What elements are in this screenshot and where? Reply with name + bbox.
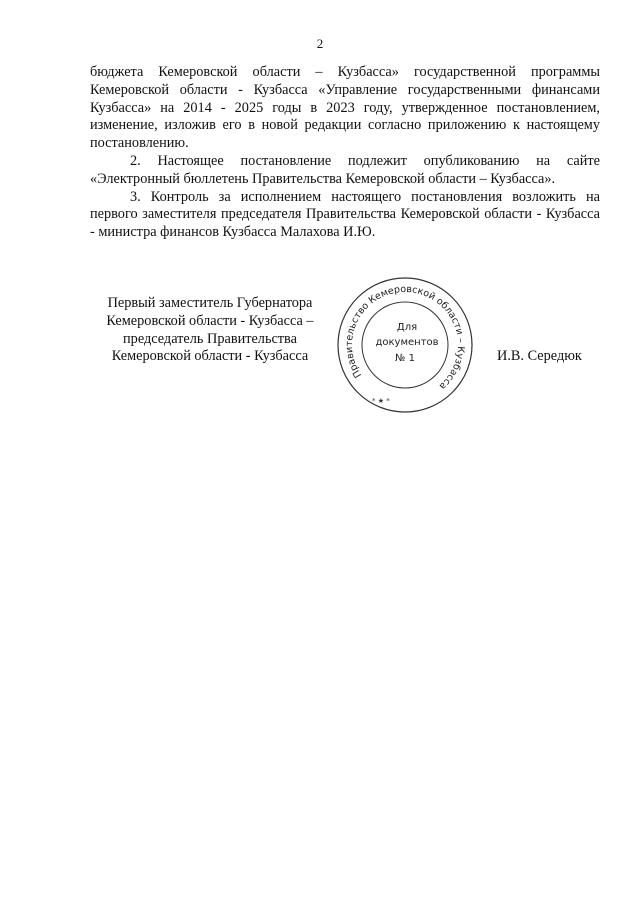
seal-center-line-1: Для (396, 322, 418, 333)
signer-position-line-2: Кемеровской области - Кузбасса – (106, 312, 314, 329)
paragraph-2: 2. Настоящее постановление подлежит опубликованию на сайте «Электронный бюллетень Правительства Кемеровской области – Кузбасса». (90, 152, 600, 187)
paragraph-3: 3. Контроль за исполнением настоящего постановления возложить на первого заместителя председателя Правительства Кемеровской области - Кузбасса - министра финансов Кузбасса Малахова И.Ю. (90, 188, 600, 241)
seal-center-line-2: документов (375, 337, 439, 348)
official-seal (335, 275, 475, 415)
page-number: 2 (316, 36, 324, 51)
signer-position-line-4: Кемеровской области - Кузбасса (111, 348, 309, 365)
seal-star-marks: * ★ * (372, 397, 390, 405)
seal-ring-text: Правительство Кемеровской области – Кузбасса (343, 283, 467, 392)
document-body (90, 64, 600, 242)
signer-position (80, 295, 340, 366)
signer-position-line-1: Первый заместитель Губернатора (107, 295, 313, 311)
signer-position-line-3: председатель Правительства (123, 330, 297, 347)
seal-center-line-3: № 1 (395, 353, 415, 364)
signer-name: И.В. Середюк (497, 348, 582, 364)
paragraph-1: бюджета Кемеровской области – Кузбасса» государственной программы Кемеровской области - Кузбасса «Управление государственными финансами Кузбасса» на 2014 - 2025 годы в 2023 году, утвержденное постановлением, изменение, изложив его в новой редакции согласно приложению к настоящему постановлению. (90, 64, 600, 152)
